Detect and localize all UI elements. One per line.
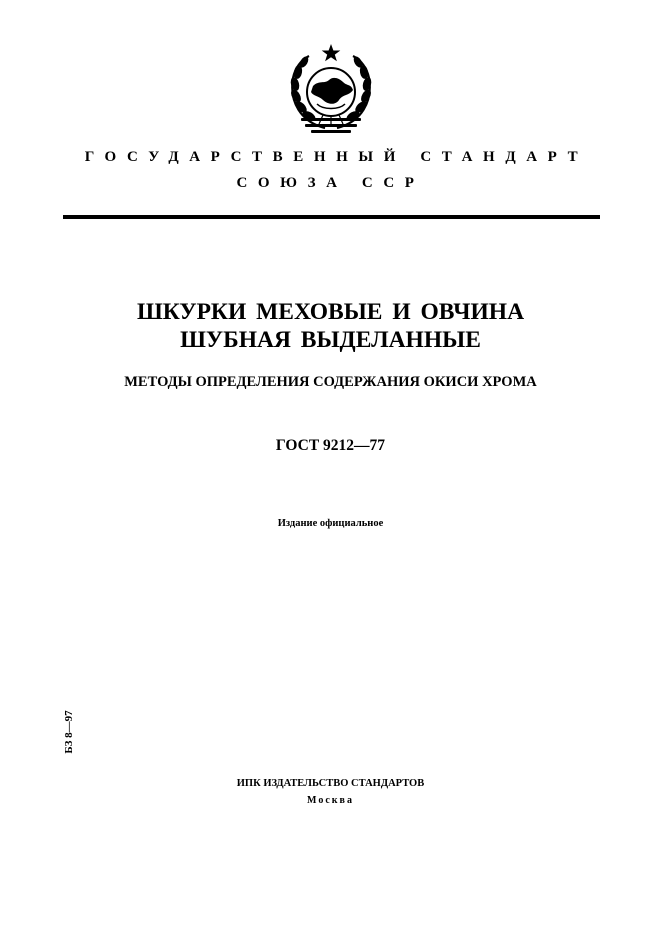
header-line-1: ГОСУДАРСТВЕННЫЙ СТАНДАРТ bbox=[84, 149, 589, 165]
side-code-text: БЗ 8—97 bbox=[63, 710, 75, 754]
state-emblem-icon bbox=[281, 40, 381, 140]
header-line-2: СОЮЗА ССР bbox=[236, 175, 425, 191]
horizontal-rule bbox=[63, 215, 600, 219]
side-code bbox=[62, 706, 76, 758]
title-line-1: ШКУРКИ МЕХОВЫЕ И ОВЧИНА bbox=[136, 299, 525, 325]
title-line-2: ШУБНАЯ ВЫДЕЛАННЫЕ bbox=[180, 327, 481, 353]
standard-number: ГОСТ 9212—77 bbox=[275, 437, 386, 454]
subtitle: МЕТОДЫ ОПРЕДЕЛЕНИЯ СОДЕРЖАНИЯ ОКИСИ ХРОМА bbox=[124, 374, 537, 390]
publisher: ИПК ИЗДАТЕЛЬСТВО СТАНДАРТОВ bbox=[236, 778, 425, 789]
city: Москва bbox=[307, 795, 354, 806]
edition-note: Издание официальное bbox=[277, 518, 384, 529]
